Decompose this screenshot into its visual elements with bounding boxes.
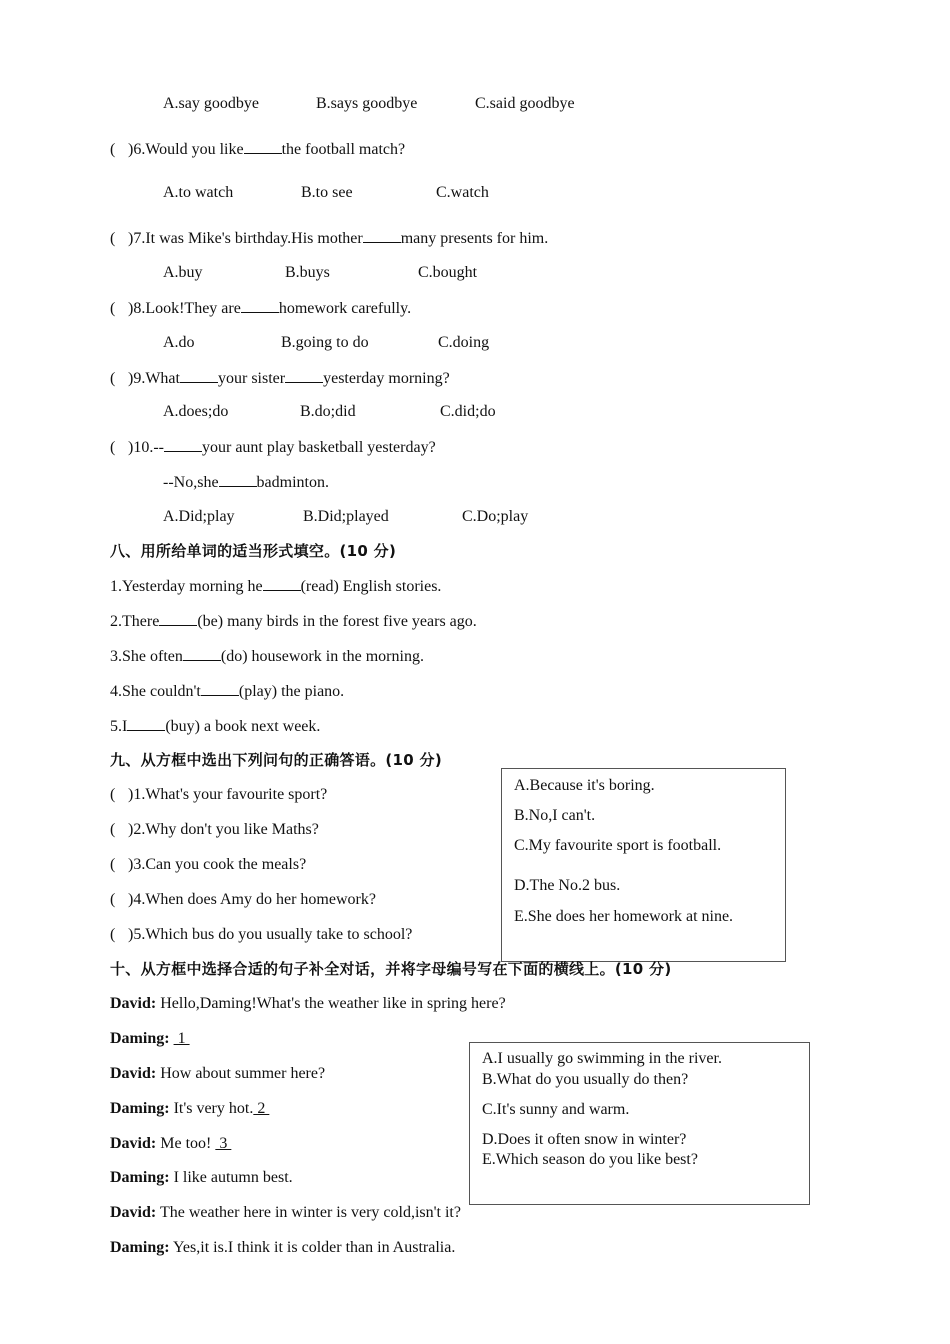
dialogue-option-a: A.I usually go swimming in the river. [482,1050,722,1067]
q7-option-c: C.bought [418,264,478,281]
q9-option-b: B.do;did [300,403,356,420]
fill-item-5: 5.I (buy) a book next week. [110,718,321,735]
dialogue-line-8: Daming: Yes,it is.I think it is colder than in Australia. [110,1239,456,1256]
dialogue-line-6: Daming: I like autumn best. [110,1169,293,1186]
answer-box [501,768,786,962]
answer-blank[interactable] [127,716,165,731]
answer-blank[interactable] [363,228,401,243]
answer-option-b: B.No,I can't. [514,807,596,824]
answer-blank[interactable] [285,368,323,383]
fill-item-1: 1.Yesterday morning he (read) English stories. [110,578,442,595]
answer-option-d: D.The No.2 bus. [514,877,621,894]
q10-option-a: A.Did;play [163,508,235,525]
fill-item-2: 2.There (be) many birds in the forest five years ago. [110,613,477,630]
dialogue-line-1: David: Hello,Daming!What's the weather like in spring here? [110,995,506,1012]
q10-option-b: B.Did;played [303,508,389,525]
q5-option-a: A.say goodbye [163,95,259,112]
dialogue-line-5: David: Me too! 3 [110,1135,232,1152]
answer-blank[interactable] [244,139,282,154]
dialogue-option-c: C.It's sunny and warm. [482,1101,630,1118]
question-7: ( )7.It was Mike's birthday.His mother many presents for him. [110,230,549,247]
match-question-1: ( )1.What's your favourite sport? [110,786,328,803]
q9-option-a: A.does;do [163,403,229,420]
question-9: ( )9.What your sister yesterday morning? [110,370,450,387]
fill-item-4: 4.She couldn't (play) the piano. [110,683,345,700]
answer-blank[interactable] [219,472,257,487]
dialogue-option-b: B.What do you usually do then? [482,1071,689,1088]
q9-option-c: C.did;do [440,403,496,420]
section-10-heading: 十、从方框中选择合适的句子补全对话，并将字母编号写在下面的横线上。(10 分) [110,960,672,978]
section-8-heading: 八、用所给单词的适当形式填空。(10 分) [110,542,397,560]
dialogue-line-3: David: How about summer here? [110,1065,326,1082]
q8-option-c: C.doing [438,334,490,351]
dialogue-blank-1[interactable]: 1 [173,1030,190,1047]
match-question-2: ( )2.Why don't you like Maths? [110,821,319,838]
answer-blank[interactable] [159,611,197,626]
answer-option-c: C.My favourite sport is football. [514,837,722,854]
answer-blank[interactable] [263,576,301,591]
q8-option-b: B.going to do [281,334,369,351]
answer-blank[interactable] [241,298,279,313]
q6-option-b: B.to see [301,184,353,201]
match-question-4: ( )4.When does Amy do her homework? [110,891,376,908]
dialogue-option-e: E.Which season do you like best? [482,1151,698,1168]
dialogue-line-4: Daming: It's very hot. 2 [110,1100,270,1117]
question-8: ( )8.Look!They are homework carefully. [110,300,412,317]
q7-option-a: A.buy [163,264,203,281]
dialogue-blank-3[interactable]: 3 [215,1135,232,1152]
dialogue-option-d: D.Does it often snow in winter? [482,1131,687,1148]
dialogue-line-7: David: The weather here in winter is very cold,isn't it? [110,1204,461,1221]
answer-option-e: E.She does her homework at nine. [514,908,734,925]
q7-option-b: B.buys [285,264,330,281]
q6-option-c: C.watch [436,184,489,201]
dialogue-options-box [469,1042,810,1205]
q8-option-a: A.do [163,334,195,351]
section-9-heading: 九、从方框中选出下列问句的正确答语。(10 分) [110,751,443,769]
answer-blank[interactable] [180,368,218,383]
match-question-5: ( )5.Which bus do you usually take to school? [110,926,413,943]
question-10-line2: --No,she badminton. [163,474,329,491]
question-10: ( )10.-- your aunt play basketball yesterday? [110,439,436,456]
q5-option-c: C.said goodbye [475,95,575,112]
question-6: ( )6.Would you like the football match? [110,141,406,158]
dialogue-line-2: Daming: 1 [110,1030,190,1047]
answer-blank[interactable] [183,646,221,661]
answer-option-a: A.Because it's boring. [514,777,655,794]
answer-blank[interactable] [201,681,239,696]
q6-option-a: A.to watch [163,184,234,201]
fill-item-3: 3.She often (do) housework in the morning. [110,648,424,665]
q5-option-b: B.says goodbye [316,95,418,112]
q10-option-c: C.Do;play [462,508,529,525]
dialogue-blank-2[interactable]: 2 [253,1100,270,1117]
match-question-3: ( )3.Can you cook the meals? [110,856,307,873]
answer-blank[interactable] [164,437,202,452]
